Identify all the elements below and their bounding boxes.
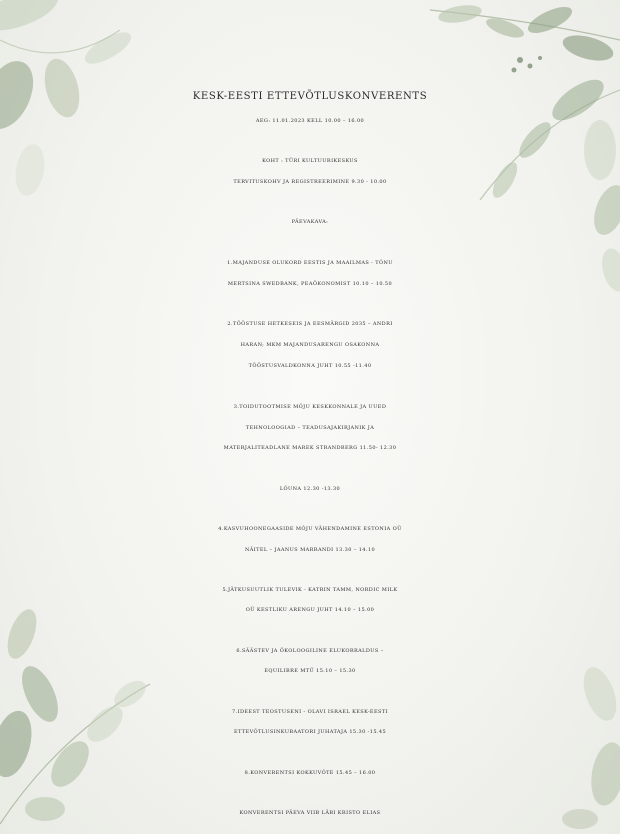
agenda-item-5-line-2: OÜ KESTLIKU ARENGU JUHT 14.10 – 15.00: [245, 607, 375, 613]
agenda-item-6-line-2: EQUILIBRE MTÜ 15.10 – 15.30: [264, 668, 356, 674]
registration-line: TERVITUSKOHV JA REGISTREERIMINE 9.30 - 10.00: [233, 179, 387, 185]
agenda-item-5-line-1: 5.JÄTKUSUUTLIK TULEVIK - KATRIN TAMM, NORDIC MILK: [222, 587, 398, 593]
lunch-break-line: LÕUNA 12.30 -13.30: [279, 486, 341, 492]
agenda-item-3-line-2: TEHNOLOOGIAD – TEADUSAJAKIRJANIK JA: [245, 425, 375, 431]
moderator-line: KONVERENTSI PÄEVA VIIB LÄBI KRISTO ELIAS: [239, 810, 381, 816]
agenda-item-2-line-1: 2.TÖÖSTUSE HETKESEIS JA EESMÄRGID 2035 – ANDRI: [227, 321, 393, 327]
agenda-item-3-line-3: MATERJALITEADLANE MAREK STRANDBERG 11.50- 12.30: [223, 445, 397, 451]
agenda-item-4-line-2: NÄITEL – JAANUS MARRANDI 13.30 – 14.10: [244, 547, 376, 553]
agenda-item-7-line-1: 7.IDEEST TEOSTUSENI - OLAVI ISRAEL KESK-EESTI: [232, 709, 388, 715]
date-time-line: AEG: 11.01.2023 KELL 10.00 – 16.00: [255, 118, 365, 124]
agenda-heading: PÄEVAKAVA:: [291, 219, 329, 225]
event-title: KESK-EESTI ETTEVÕTLUSKONVERENTS: [192, 91, 428, 102]
agenda-item-4-line-1: 4.KASVUHOONEGAASIDE MÕJU VÄHENDAMINE ESTONIA OÜ: [218, 526, 402, 532]
agenda-item-1-line-1: 1.MAJANDUSE OLUKORD EESTIS JA MAAILMAS - TÕNU: [227, 260, 393, 266]
agenda-item-3-line-1: 3.TOIDUTOOTMISE MÕJU KESKKONNALE JA UUED: [233, 404, 387, 410]
agenda-item-7-line-2: ETTEVÕTLUSINKUBAATORI JUHATAJA 15.30 -15.45: [233, 729, 387, 735]
agenda-item-2-line-2: HARAN; MKM MAJANDUSARENGU OSAKONNA: [240, 342, 380, 348]
venue-line: KOHT : TÜRI KULTUURIKESKUS: [262, 158, 358, 164]
agenda-item-1-line-2: MERTSINA SWEDBANK, PEAÖKONOMIST 10.10 – 10.50: [227, 281, 393, 287]
agenda-item-8-line-1: 8.KONVERENTSI KOKKUVÕTE 15.45 – 16.00: [244, 770, 376, 776]
agenda-item-6-line-1: 6.SÄÄSTEV JA ÖKOLOOGILINE ELUKORRALDUS –: [236, 648, 384, 654]
agenda-item-2-line-3: TÖÖSTUSVALDKONNA JUHT 10.55 -11.40: [248, 363, 372, 369]
